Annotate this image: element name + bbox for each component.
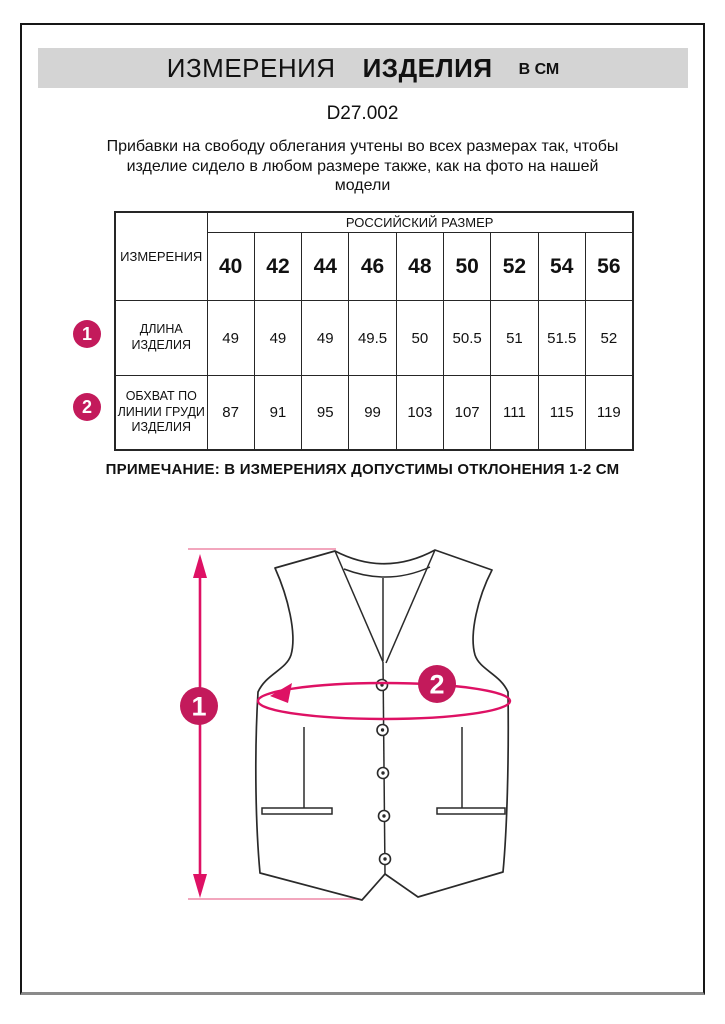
button-icon bbox=[377, 680, 388, 691]
value-cell: 52 bbox=[585, 301, 632, 376]
size-header-56: 56 bbox=[585, 233, 632, 301]
value-cell: 103 bbox=[396, 376, 443, 451]
value-cell: 50.5 bbox=[443, 301, 490, 376]
title-unit: В СМ bbox=[518, 61, 560, 78]
size-header-40: 40 bbox=[207, 233, 254, 301]
model-code: D27.002 bbox=[326, 103, 399, 124]
value-cell: 91 bbox=[254, 376, 301, 451]
button-icon bbox=[380, 854, 391, 865]
measurement-label: ОБХВАТ ПО ЛИНИИ ГРУДИ ИЗДЕЛИЯ bbox=[115, 376, 207, 451]
value-cell: 115 bbox=[538, 376, 585, 451]
russian-size-header-cell: РОССИЙСКИЙ РАЗМЕР bbox=[207, 212, 633, 233]
diagram-length-badge-number: 1 bbox=[191, 691, 207, 722]
size-header-46: 46 bbox=[349, 233, 396, 301]
button-icon bbox=[377, 725, 388, 736]
value-cell: 87 bbox=[207, 376, 254, 451]
size-header-48: 48 bbox=[396, 233, 443, 301]
measurements-header-cell: ИЗМЕРЕНИЯ bbox=[115, 212, 207, 301]
diagram-chest-badge-number: 2 bbox=[429, 669, 445, 700]
size-header-54: 54 bbox=[538, 233, 585, 301]
value-cell: 107 bbox=[443, 376, 490, 451]
left-pocket bbox=[262, 808, 332, 814]
value-cell: 99 bbox=[349, 376, 396, 451]
fit-description: Прибавки на свободу облегания учтены во всех размерах так, чтобы изделие сидело в любом размере также, как на фото на нашей модели bbox=[106, 138, 619, 194]
value-cell: 51 bbox=[491, 301, 538, 376]
diagram-chest-badge bbox=[418, 665, 456, 703]
right-pocket bbox=[437, 808, 505, 814]
button-icon bbox=[379, 811, 390, 822]
value-cell: 119 bbox=[585, 376, 632, 451]
measure-1-badge: 1 bbox=[73, 320, 101, 348]
value-cell: 49.5 bbox=[349, 301, 396, 376]
diagram-length-badge bbox=[180, 687, 218, 725]
title-measurements: ИЗМЕРЕНИЯ bbox=[166, 52, 336, 83]
measurement-label: ДЛИНА ИЗДЕЛИЯ bbox=[115, 301, 207, 376]
size-header-42: 42 bbox=[254, 233, 301, 301]
button-icon bbox=[378, 768, 389, 779]
value-cell: 49 bbox=[207, 301, 254, 376]
size-header-44: 44 bbox=[302, 233, 349, 301]
value-cell: 49 bbox=[302, 301, 349, 376]
length-arrow-icon bbox=[193, 554, 207, 898]
size-header-52: 52 bbox=[491, 233, 538, 301]
value-cell: 111 bbox=[491, 376, 538, 451]
value-cell: 50 bbox=[396, 301, 443, 376]
measure-2-badge: 2 bbox=[73, 393, 101, 421]
value-cell: 49 bbox=[254, 301, 301, 376]
value-cell: 95 bbox=[302, 376, 349, 451]
tolerance-note: ПРИМЕЧАНИЕ: В ИЗМЕРЕНИЯХ ДОПУСТИМЫ ОТКЛОНЕНИЯ 1-2 СМ bbox=[105, 461, 620, 478]
value-cell: 51.5 bbox=[538, 301, 585, 376]
title-product: ИЗДЕЛИЯ bbox=[362, 52, 493, 83]
size-header-50: 50 bbox=[443, 233, 490, 301]
